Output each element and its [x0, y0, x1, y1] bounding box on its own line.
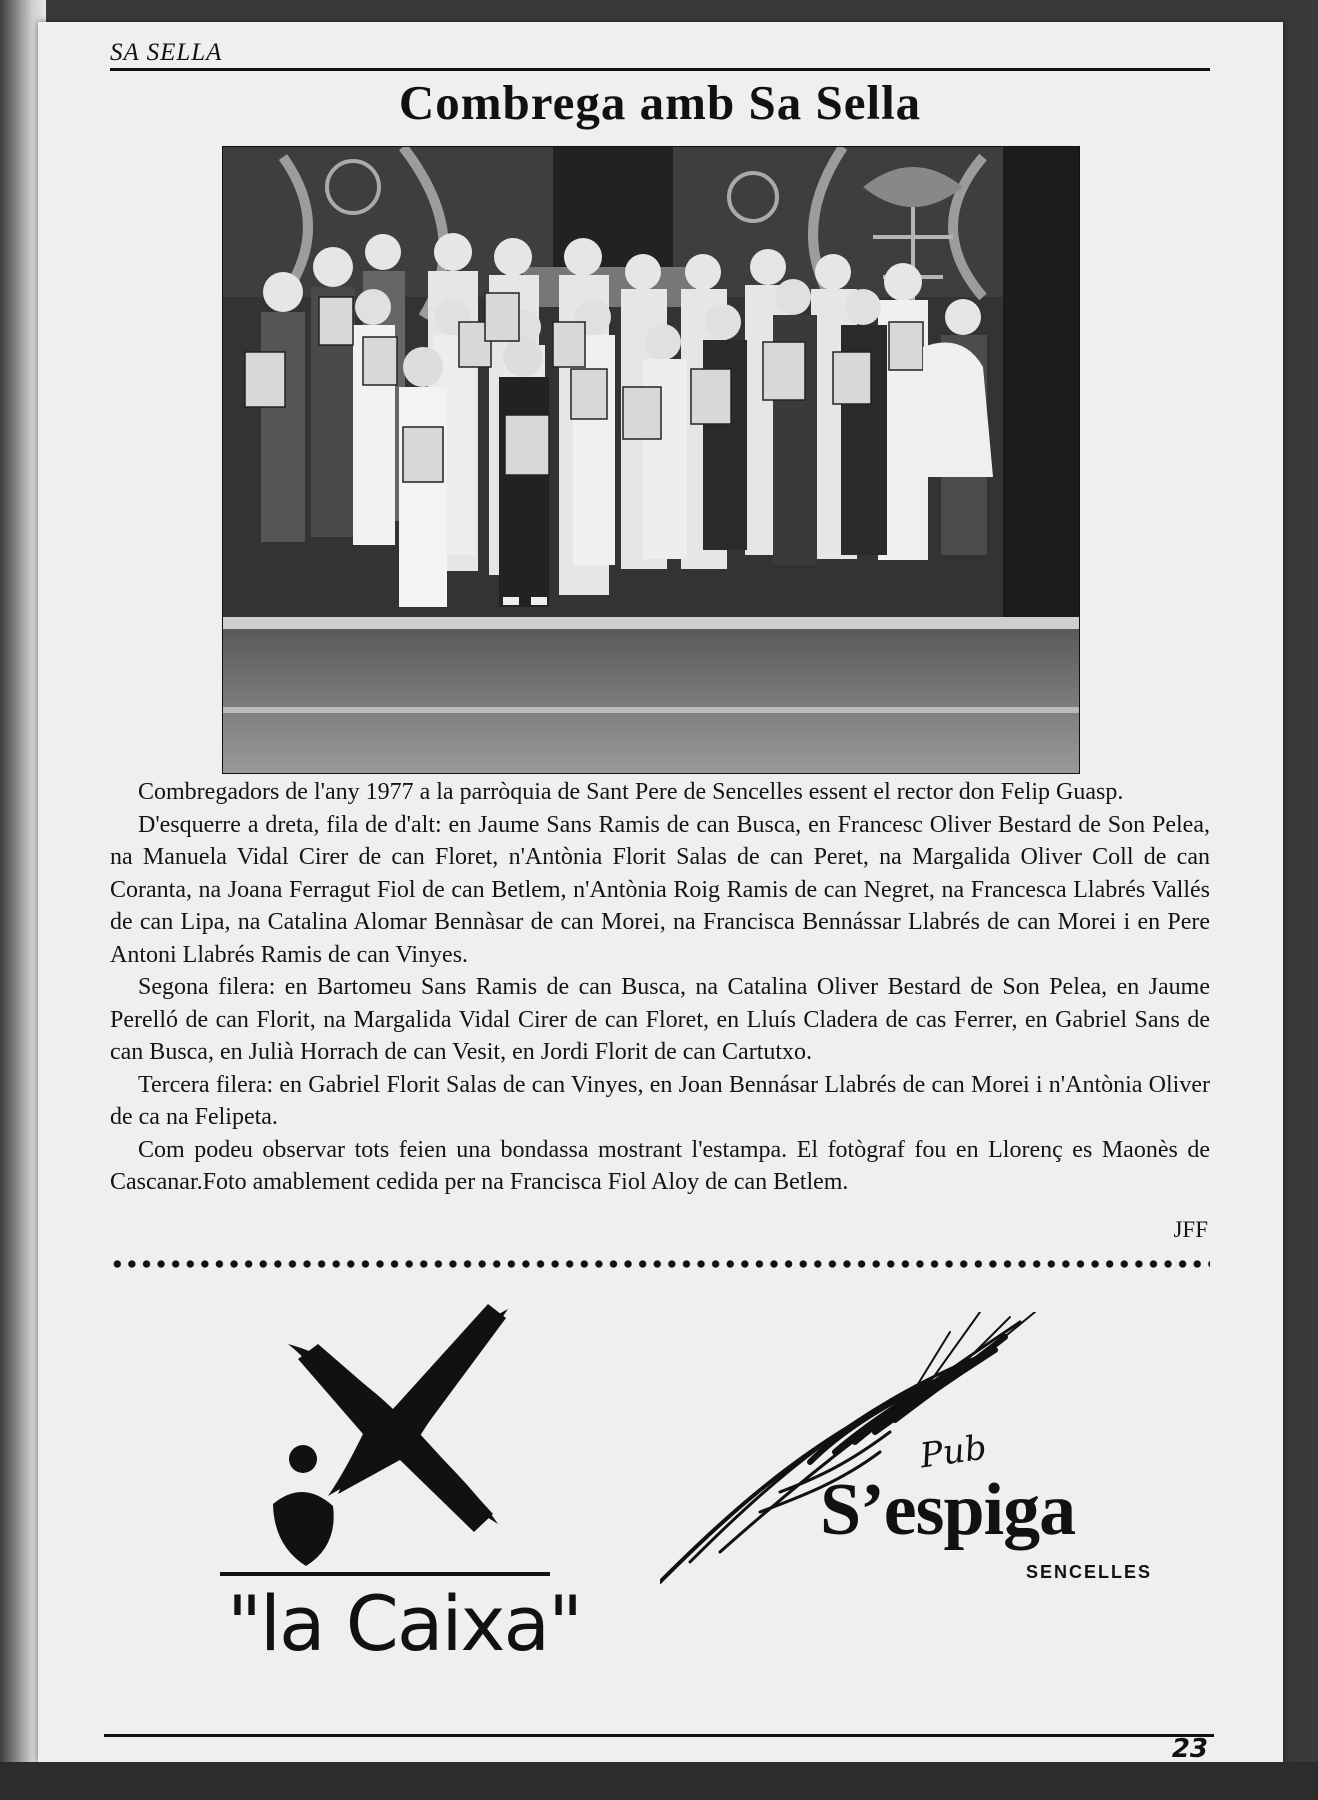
- s-espiga-ad: [660, 1312, 1180, 1662]
- author-signature: JFF: [1173, 1217, 1208, 1242]
- la-caixa-ad: [188, 1284, 608, 1714]
- header-rule: [110, 68, 1210, 71]
- caption-paragraph: Combregadors de l'any 1977 a la parròquia de Sant Pere de Sencelles essent el rector don Felip Guasp.: [138, 779, 1124, 805]
- star-logo-icon: [188, 1284, 608, 1584]
- dotted-divider: [110, 1258, 1210, 1270]
- caixa-underline: [220, 1572, 550, 1576]
- article-title: Combrega amb Sa Sella: [398, 75, 922, 130]
- la-caixa-wordmark: "la Caixa": [226, 1579, 582, 1668]
- background-edge: [0, 1762, 1318, 1800]
- communion-photo: [222, 146, 1080, 774]
- running-head: SA SELLA: [110, 39, 223, 66]
- closing-paragraph: Com podeu observar tots feien una bondassa mostrant l'estampa. El fotògraf fou en Llorenç es Maonès de Cascanar.Foto amablement cedida per na Francisca Fiol Aloy de can Betlem.: [110, 1136, 1210, 1195]
- second-row-names-paragraph: Segona filera: en Bartomeu Sans Ramis de can Busca, na Catalina Oliver Bestard de Son Pelea, en Jaume Perelló de can Florit, na Margalida Vidal Cirer de can Floret, en Lluís Cladera de cas Ferrer, en Gabriel Sans de can Busca, en Julià Horrach de can Vesit, en Jordi Florit de can Cartutxo.: [110, 974, 1210, 1065]
- article-body: [110, 776, 1210, 1199]
- first-communion-group-photo-image: [223, 147, 1079, 773]
- magazine-page: [38, 22, 1283, 1762]
- page-number: 23: [1171, 1734, 1208, 1762]
- pub-label: Pub: [917, 1427, 990, 1477]
- footer-rule: [104, 1734, 1214, 1737]
- top-row-names-paragraph: D'esquerre a dreta, fila de d'alt: en Jaume Sans Ramis de can Busca, en Francesc Oliver Bestard de Son Pelea, na Manuela Vidal Cirer de can Floret, n'Antònia Florit Salas de can Peret, na Margalida Oliver Coll de can Coranta, na Joana Ferragut Fiol de can Betlem, n'Antònia Roig Ramis de can Negret, na Francesca Llabrés Vallés de can Lipa, na Catalina Alomar Bennàsar de can Morei, na Francisca Bennássar Llabrés de can Morei i en Pere Antoni Llabrés Ramis de can Vinyes.: [110, 811, 1210, 968]
- sencelles-label: SENCELLES: [1026, 1562, 1153, 1582]
- s-espiga-wordmark: S’espiga: [820, 1469, 1076, 1551]
- third-row-names-paragraph: Tercera filera: en Gabriel Florit Salas de can Vinyes, en Joan Bennásar Llabrés de can Morei i n'Antònia Oliver de ca na Felipeta.: [110, 1071, 1210, 1130]
